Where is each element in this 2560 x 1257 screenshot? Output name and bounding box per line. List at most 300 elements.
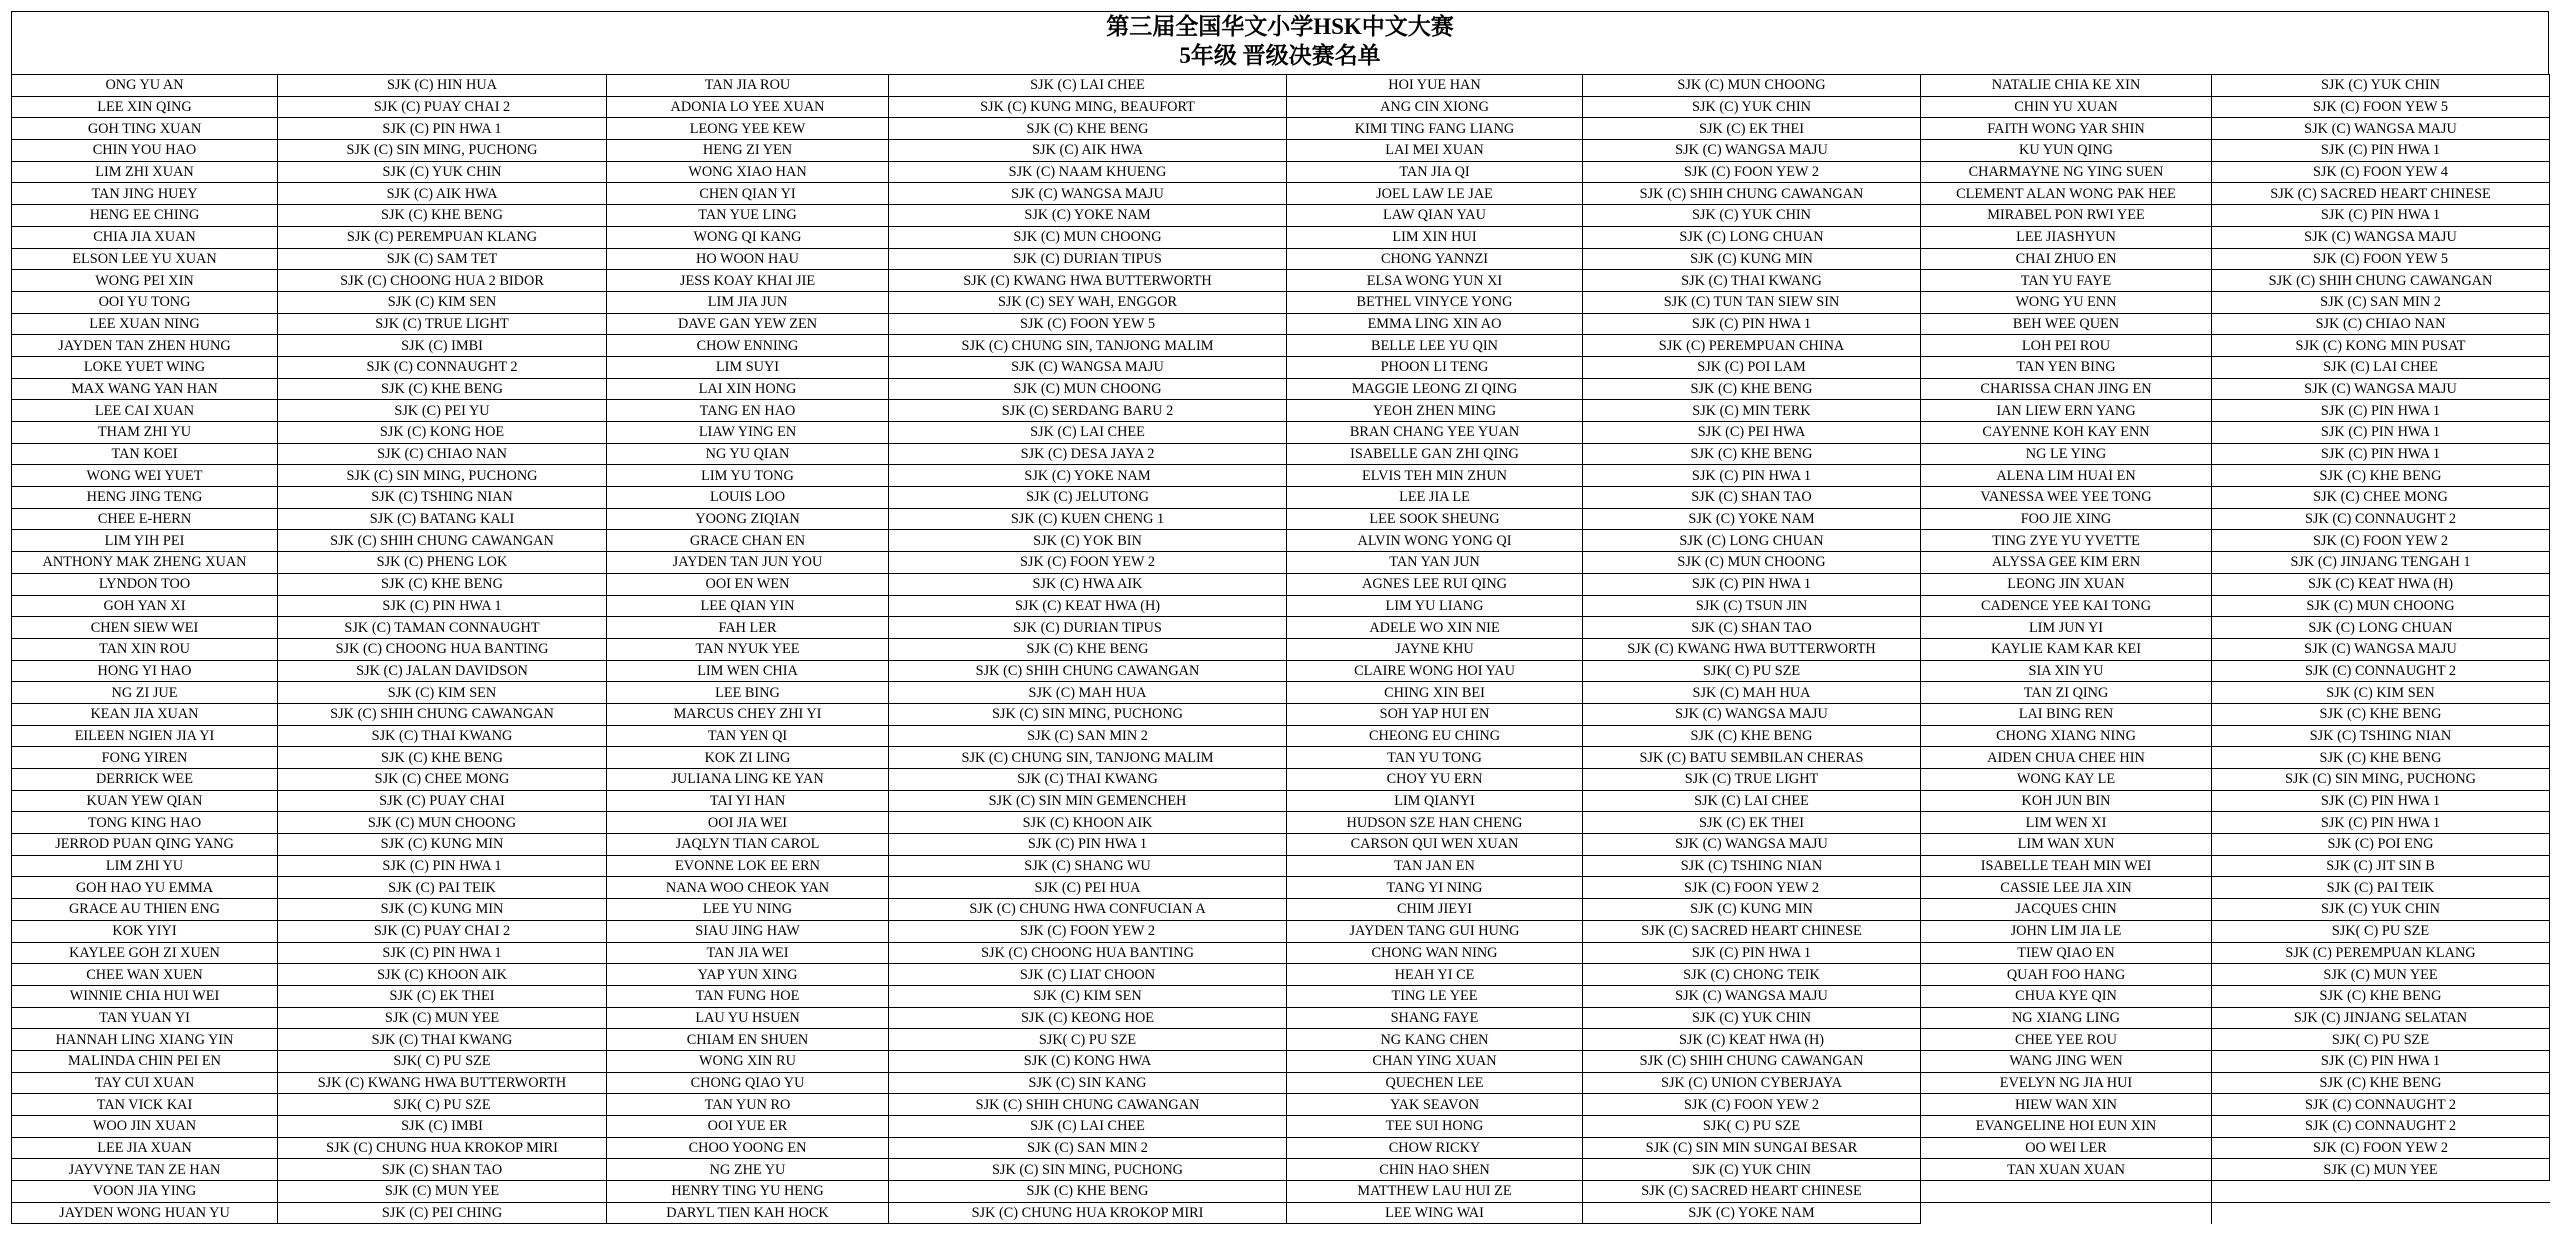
- student-name-cell: JAYVYNE TAN ZE HAN: [12, 1159, 278, 1181]
- school-name-cell: SJK (C) YUK CHIN: [278, 161, 607, 183]
- student-name-cell: HO WOON HAU: [607, 248, 889, 270]
- school-name-cell: SJK (C) CHUNG HUA KROKOP MIRI: [889, 1202, 1287, 1224]
- student-name-cell: JACQUES CHIN: [1921, 899, 2212, 921]
- student-name-cell: LIM ZHI YU: [12, 855, 278, 877]
- student-name-cell: MALINDA CHIN PEI EN: [12, 1050, 278, 1072]
- student-name-cell: KAYLIE KAM KAR KEI: [1921, 638, 2212, 660]
- student-name-cell: TAN JIA QI: [1287, 161, 1583, 183]
- student-name-cell: LYNDON TOO: [12, 573, 278, 595]
- student-name-cell: EILEEN NGIEN JIA YI: [12, 725, 278, 747]
- table-row: [12, 248, 2550, 270]
- student-name-cell: QUECHEN LEE: [1287, 1072, 1583, 1094]
- student-name-cell: KIMI TING FANG LIANG: [1287, 118, 1583, 140]
- student-name-cell: ANTHONY MAK ZHENG XUAN: [12, 552, 278, 574]
- table-row: [12, 443, 2550, 465]
- table-row: [12, 270, 2550, 292]
- student-name-cell: TEE SUI HONG: [1287, 1116, 1583, 1138]
- student-name-cell: WONG XIAO HAN: [607, 161, 889, 183]
- school-name-cell: SJK (C) PIN HWA 1: [2212, 1050, 2550, 1072]
- student-name-cell: DERRICK WEE: [12, 769, 278, 791]
- student-name-cell: CHEN SIEW WEI: [12, 617, 278, 639]
- school-name-cell: SJK (C) JELUTONG: [889, 487, 1287, 509]
- student-name-cell: CHIA JIA XUAN: [12, 226, 278, 248]
- school-name-cell: SJK (C) KEAT HWA (H): [2212, 573, 2550, 595]
- school-name-cell: SJK (C) DESA JAYA 2: [889, 443, 1287, 465]
- student-name-cell: CLEMENT ALAN WONG PAK HEE: [1921, 183, 2212, 205]
- student-name-cell: CHAI ZHUO EN: [1921, 248, 2212, 270]
- school-name-cell: SJK (C) CHONG TEIK: [1583, 964, 1921, 986]
- school-name-cell: SJK (C) SIN MING, PUCHONG: [278, 465, 607, 487]
- table-row: [12, 118, 2550, 140]
- school-name-cell: SJK (C) MUN CHOONG: [1583, 552, 1921, 574]
- school-name-cell: SJK (C) FOON YEW 5: [889, 313, 1287, 335]
- student-name-cell: CHEN QIAN YI: [607, 183, 889, 205]
- school-name-cell: SJK (C) KIM SEN: [2212, 682, 2550, 704]
- school-name-cell: SJK (C) TSHING NIAN: [2212, 725, 2550, 747]
- student-name-cell: WONG XIN RU: [607, 1050, 889, 1072]
- school-name-cell: SJK (C) KHE BENG: [278, 573, 607, 595]
- school-name-cell: SJK (C) WANGSA MAJU: [2212, 638, 2550, 660]
- student-name-cell: LIM YU TONG: [607, 465, 889, 487]
- student-name-cell: CHOO YOONG EN: [607, 1137, 889, 1159]
- table-row: [12, 1116, 2550, 1138]
- school-name-cell: SJK (C) PIN HWA 1: [2212, 140, 2550, 162]
- student-name-cell: TANG EN HAO: [607, 400, 889, 422]
- student-name-cell: TAN JING HUEY: [12, 183, 278, 205]
- student-name-cell: HENRY TING YU HENG: [607, 1181, 889, 1203]
- school-name-cell: SJK (C) SHAN TAO: [1583, 617, 1921, 639]
- school-name-cell: SJK (C) SHAN TAO: [1583, 487, 1921, 509]
- school-name-cell: SJK (C) KEONG HOE: [889, 1007, 1287, 1029]
- student-name-cell: TAN JIA ROU: [607, 75, 889, 97]
- school-name-cell: SJK (C) KHE BENG: [2212, 1072, 2550, 1094]
- school-name-cell: SJK (C) KWANG HWA BUTTERWORTH: [278, 1072, 607, 1094]
- student-name-cell: CARSON QUI WEN XUAN: [1287, 834, 1583, 856]
- school-name-cell: SJK (C) PEI YU: [278, 400, 607, 422]
- student-name-cell: ANG CIN XIONG: [1287, 96, 1583, 118]
- school-name-cell: SJK (C) FOON YEW 4: [2212, 161, 2550, 183]
- student-name-cell: TAN VICK KAI: [12, 1094, 278, 1116]
- school-name-cell: SJK (C) CHOONG HUA BANTING: [278, 638, 607, 660]
- school-name-cell: SJK (C) KUNG MIN: [278, 899, 607, 921]
- student-name-cell: GOH HAO YU EMMA: [12, 877, 278, 899]
- school-name-cell: SJK (C) CONNAUGHT 2: [2212, 660, 2550, 682]
- student-name-cell: NANA WOO CHEOK YAN: [607, 877, 889, 899]
- school-name-cell: SJK (C) KHOON AIK: [278, 964, 607, 986]
- school-name-cell: SJK (C) WANGSA MAJU: [2212, 226, 2550, 248]
- school-name-cell: SJK (C) KHE BENG: [278, 378, 607, 400]
- student-name-cell: HENG JING TENG: [12, 487, 278, 509]
- student-name-cell: NG KANG CHEN: [1287, 1029, 1583, 1051]
- school-name-cell: SJK (C) CHUNG HWA CONFUCIAN A: [889, 899, 1287, 921]
- student-name-cell: CHEONG EU CHING: [1287, 725, 1583, 747]
- student-name-cell: LEE XIN QING: [12, 96, 278, 118]
- student-name-cell: TING ZYE YU YVETTE: [1921, 530, 2212, 552]
- school-name-cell: SJK (C) CHUNG SIN, TANJONG MALIM: [889, 335, 1287, 357]
- student-name-cell: LAI MEI XUAN: [1287, 140, 1583, 162]
- school-name-cell: SJK (C) YUK CHIN: [1583, 1159, 1921, 1181]
- school-name-cell: SJK (C) EK THEI: [278, 985, 607, 1007]
- school-name-cell: SJK (C) POI LAM: [1583, 356, 1921, 378]
- school-name-cell: SJK (C) SIN MIN SUNGAI BESAR: [1583, 1137, 1921, 1159]
- table-row: [12, 291, 2550, 313]
- student-name-cell: KEAN JIA XUAN: [12, 703, 278, 725]
- table-row: [12, 617, 2550, 639]
- student-name-cell: LIM XIN HUI: [1287, 226, 1583, 248]
- student-name-cell: NG YU QIAN: [607, 443, 889, 465]
- school-name-cell: SJK (C) CHIAO NAN: [278, 443, 607, 465]
- school-name-cell: SJK (C) YOKE NAM: [889, 205, 1287, 227]
- school-name-cell: SJK (C) KHE BENG: [1583, 378, 1921, 400]
- student-name-cell: CHIN YOU HAO: [12, 140, 278, 162]
- table-row: [12, 942, 2550, 964]
- student-name-cell: TAN FUNG HOE: [607, 985, 889, 1007]
- table-row: [12, 595, 2550, 617]
- school-name-cell: SJK (C) MUN CHOONG: [889, 226, 1287, 248]
- school-name-cell: SJK (C) KHE BENG: [2212, 747, 2550, 769]
- student-name-cell: LIM JIA JUN: [607, 291, 889, 313]
- school-name-cell: SJK (C) PIN HWA 1: [889, 834, 1287, 856]
- school-name-cell: SJK (C) CHEE MONG: [278, 769, 607, 791]
- school-name-cell: SJK (C) MUN CHOONG: [889, 378, 1287, 400]
- student-name-cell: CHONG YANNZI: [1287, 248, 1583, 270]
- school-name-cell: SJK (C) THAI KWANG: [278, 725, 607, 747]
- student-name-cell: LIM WEN XI: [1921, 812, 2212, 834]
- student-name-cell: WONG KAY LE: [1921, 769, 2212, 791]
- school-name-cell: SJK (C) KHE BENG: [889, 118, 1287, 140]
- school-name-cell: SJK (C) NAAM KHUENG: [889, 161, 1287, 183]
- school-name-cell: SJK (C) AIK HWA: [278, 183, 607, 205]
- student-name-cell: TAN YEN QI: [607, 725, 889, 747]
- school-name-cell: SJK (C) KUNG MIN: [1583, 248, 1921, 270]
- school-name-cell: SJK (C) SIN MING, PUCHONG: [278, 140, 607, 162]
- student-name-cell: SHANG FAYE: [1287, 1007, 1583, 1029]
- student-name-cell: CHUA KYE QIN: [1921, 985, 2212, 1007]
- school-name-cell: SJK (C) KWANG HWA BUTTERWORTH: [889, 270, 1287, 292]
- school-name-cell: SJK (C) MUN YEE: [278, 1007, 607, 1029]
- student-name-cell: HIEW WAN XIN: [1921, 1094, 2212, 1116]
- table-row: [12, 96, 2550, 118]
- student-name-cell: MATTHEW LAU HUI ZE: [1287, 1181, 1583, 1203]
- student-name-cell: GRACE AU THIEN ENG: [12, 899, 278, 921]
- student-name-cell: JESS KOAY KHAI JIE: [607, 270, 889, 292]
- school-name-cell: SJK (C) PIN HWA 1: [278, 855, 607, 877]
- student-name-cell: HEAH YI CE: [1287, 964, 1583, 986]
- school-name-cell: SJK (C) MUN CHOONG: [1583, 75, 1921, 97]
- student-name-cell: CHEE YEE ROU: [1921, 1029, 2212, 1051]
- school-name-cell: SJK (C) CONNAUGHT 2: [2212, 1094, 2550, 1116]
- table-row: [12, 964, 2550, 986]
- student-name-cell: PHOON LI TENG: [1287, 356, 1583, 378]
- school-name-cell: SJK (C) LAI CHEE: [889, 422, 1287, 444]
- school-name-cell: SJK (C) JINJANG SELATAN: [2212, 1007, 2550, 1029]
- school-name-cell: SJK (C) SHIH CHUNG CAWANGAN: [889, 1094, 1287, 1116]
- school-name-cell: SJK (C) WANGSA MAJU: [1583, 834, 1921, 856]
- school-name-cell: SJK (C) PEI CHING: [278, 1202, 607, 1224]
- finalist-table: [11, 74, 2550, 1224]
- school-name-cell: SJK (C) EK THEI: [1583, 118, 1921, 140]
- school-name-cell: SJK (C) TSUN JIN: [1583, 595, 1921, 617]
- table-row: [12, 552, 2550, 574]
- student-name-cell: [1921, 1181, 2212, 1203]
- student-name-cell: LOH PEI ROU: [1921, 335, 2212, 357]
- table-row: [12, 769, 2550, 791]
- table-row: [12, 356, 2550, 378]
- student-name-cell: CHIAM EN SHUEN: [607, 1029, 889, 1051]
- table-row: [12, 1094, 2550, 1116]
- school-name-cell: SJK (C) CHOONG HUA BANTING: [889, 942, 1287, 964]
- student-name-cell: LIM YU LIANG: [1287, 595, 1583, 617]
- school-name-cell: SJK (C) UNION CYBERJAYA: [1583, 1072, 1921, 1094]
- school-name-cell: SJK (C) LIAT CHOON: [889, 964, 1287, 986]
- table-row: [12, 1159, 2550, 1181]
- student-name-cell: CHONG QIAO YU: [607, 1072, 889, 1094]
- student-name-cell: EVONNE LOK EE ERN: [607, 855, 889, 877]
- school-name-cell: SJK (C) PEREMPUAN KLANG: [278, 226, 607, 248]
- school-name-cell: SJK (C) IMBI: [278, 1116, 607, 1138]
- table-row: [12, 877, 2550, 899]
- student-name-cell: LOKE YUET WING: [12, 356, 278, 378]
- student-name-cell: WONG WEI YUET: [12, 465, 278, 487]
- school-name-cell: SJK (C) TRUE LIGHT: [278, 313, 607, 335]
- student-name-cell: KU YUN QING: [1921, 140, 2212, 162]
- school-name-cell: SJK (C) MUN YEE: [2212, 964, 2550, 986]
- student-name-cell: WONG QI KANG: [607, 226, 889, 248]
- student-name-cell: CHAN YING XUAN: [1287, 1050, 1583, 1072]
- school-name-cell: SJK (C) JIT SIN B: [2212, 855, 2550, 877]
- school-name-cell: SJK (C) PEI HUA: [889, 877, 1287, 899]
- school-name-cell: SJK (C) TUN TAN SIEW SIN: [1583, 291, 1921, 313]
- school-name-cell: SJK (C) TSHING NIAN: [278, 487, 607, 509]
- student-name-cell: TAY CUI XUAN: [12, 1072, 278, 1094]
- student-name-cell: HUDSON SZE HAN CHENG: [1287, 812, 1583, 834]
- school-name-cell: SJK (C) MUN YEE: [2212, 1159, 2550, 1181]
- school-name-cell: SJK (C) SHIH CHUNG CAWANGAN: [278, 530, 607, 552]
- school-name-cell: SJK (C) SAN MIN 2: [889, 1137, 1287, 1159]
- school-name-cell: SJK (C) PIN HWA 1: [1583, 465, 1921, 487]
- school-name-cell: SJK (C) PIN HWA 1: [2212, 443, 2550, 465]
- school-name-cell: SJK (C) PIN HWA 1: [2212, 422, 2550, 444]
- student-name-cell: GOH YAN XI: [12, 595, 278, 617]
- school-name-cell: SJK (C) SIN MING, PUCHONG: [889, 1159, 1287, 1181]
- student-name-cell: FONG YIREN: [12, 747, 278, 769]
- school-name-cell: SJK (C) FOON YEW 2: [889, 552, 1287, 574]
- student-name-cell: MAX WANG YAN HAN: [12, 378, 278, 400]
- student-name-cell: THAM ZHI YU: [12, 422, 278, 444]
- school-name-cell: SJK (C) SIN MIN GEMENCHEH: [889, 790, 1287, 812]
- school-name-cell: SJK (C) LAI CHEE: [1583, 790, 1921, 812]
- table-row: [12, 508, 2550, 530]
- student-name-cell: YAK SEAVON: [1287, 1094, 1583, 1116]
- school-name-cell: SJK (C) SERDANG BARU 2: [889, 400, 1287, 422]
- school-name-cell: SJK (C) KHE BENG: [2212, 465, 2550, 487]
- table-row: [12, 530, 2550, 552]
- school-name-cell: SJK (C) YUK CHIN: [1583, 1007, 1921, 1029]
- student-name-cell: YAP YUN XING: [607, 964, 889, 986]
- student-name-cell: TAN ZI QING: [1921, 682, 2212, 704]
- student-name-cell: KOK ZI LING: [607, 747, 889, 769]
- school-name-cell: SJK (C) FOON YEW 5: [2212, 96, 2550, 118]
- table-row: [12, 1029, 2550, 1051]
- school-name-cell: SJK (C) PUAY CHAI 2: [278, 920, 607, 942]
- school-name-cell: [2212, 1202, 2550, 1224]
- school-name-cell: SJK (C) BATANG KALI: [278, 508, 607, 530]
- student-name-cell: TANG YI NING: [1287, 877, 1583, 899]
- school-name-cell: SJK (C) KHE BENG: [1583, 443, 1921, 465]
- school-name-cell: SJK (C) KIM SEN: [278, 682, 607, 704]
- student-name-cell: TAN XIN ROU: [12, 638, 278, 660]
- school-name-cell: SJK (C) YOKE NAM: [1583, 1202, 1921, 1224]
- student-name-cell: ELSA WONG YUN XI: [1287, 270, 1583, 292]
- student-name-cell: ALVIN WONG YONG QI: [1287, 530, 1583, 552]
- student-name-cell: EMMA LING XIN AO: [1287, 313, 1583, 335]
- student-name-cell: FAITH WONG YAR SHIN: [1921, 118, 2212, 140]
- school-name-cell: SJK (C) DURIAN TIPUS: [889, 617, 1287, 639]
- school-name-cell: SJK (C) FOON YEW 2: [1583, 877, 1921, 899]
- student-name-cell: NG LE YING: [1921, 443, 2212, 465]
- school-name-cell: SJK (C) WANGSA MAJU: [2212, 118, 2550, 140]
- student-name-cell: LAI XIN HONG: [607, 378, 889, 400]
- student-name-cell: AIDEN CHUA CHEE HIN: [1921, 747, 2212, 769]
- student-name-cell: LEONG YEE KEW: [607, 118, 889, 140]
- school-name-cell: SJK (C) PIN HWA 1: [278, 942, 607, 964]
- school-name-cell: SJK (C) MUN YEE: [278, 1181, 607, 1203]
- student-name-cell: KUAN YEW QIAN: [12, 790, 278, 812]
- competition-title: 第三届全国华文小学HSK中文大赛: [1106, 14, 1454, 39]
- student-name-cell: CHOW ENNING: [607, 335, 889, 357]
- student-name-cell: TAN YAN JUN: [1287, 552, 1583, 574]
- school-name-cell: SJK (C) SAM TET: [278, 248, 607, 270]
- school-name-cell: SJK (C) PEI HWA: [1583, 422, 1921, 444]
- student-name-cell: MARCUS CHEY ZHI YI: [607, 703, 889, 725]
- title-block: [11, 11, 2549, 74]
- student-name-cell: [1921, 1202, 2212, 1224]
- table-row: [12, 1072, 2550, 1094]
- student-name-cell: TAN YUAN YI: [12, 1007, 278, 1029]
- table-row: [12, 573, 2550, 595]
- student-name-cell: JAYDEN TANG GUI HUNG: [1287, 920, 1583, 942]
- student-name-cell: CHEE E-HERN: [12, 508, 278, 530]
- table-row: [12, 660, 2550, 682]
- table-row: [12, 725, 2550, 747]
- school-name-cell: SJK (C) LAI CHEE: [889, 1116, 1287, 1138]
- student-name-cell: ISABELLE TEAH MIN WEI: [1921, 855, 2212, 877]
- table-row: [12, 1181, 2550, 1203]
- student-name-cell: WONG PEI XIN: [12, 270, 278, 292]
- school-name-cell: SJK (C) THAI KWANG: [1583, 270, 1921, 292]
- student-name-cell: TAN NYUK YEE: [607, 638, 889, 660]
- student-name-cell: JERROD PUAN QING YANG: [12, 834, 278, 856]
- student-name-cell: LIM SUYI: [607, 356, 889, 378]
- student-name-cell: DARYL TIEN KAH HOCK: [607, 1202, 889, 1224]
- school-name-cell: SJK (C) SIN KANG: [889, 1072, 1287, 1094]
- school-name-cell: SJK (C) KHE BENG: [2212, 985, 2550, 1007]
- school-name-cell: SJK (C) PAI TEIK: [2212, 877, 2550, 899]
- student-name-cell: FOO JIE XING: [1921, 508, 2212, 530]
- school-name-cell: SJK (C) PIN HWA 1: [1583, 313, 1921, 335]
- student-name-cell: TAN YUN RO: [607, 1094, 889, 1116]
- school-name-cell: SJK (C) DURIAN TIPUS: [889, 248, 1287, 270]
- student-name-cell: CHOY YU ERN: [1287, 769, 1583, 791]
- student-name-cell: OOI JIA WEI: [607, 812, 889, 834]
- student-name-cell: TAI YI HAN: [607, 790, 889, 812]
- school-name-cell: SJK (C) KEAT HWA (H): [889, 595, 1287, 617]
- student-name-cell: SOH YAP HUI EN: [1287, 703, 1583, 725]
- school-name-cell: SJK( C) PU SZE: [278, 1050, 607, 1072]
- school-name-cell: SJK (C) MIN TERK: [1583, 400, 1921, 422]
- student-name-cell: ELVIS TEH MIN ZHUN: [1287, 465, 1583, 487]
- school-name-cell: SJK (C) CONNAUGHT 2: [2212, 1116, 2550, 1138]
- school-name-cell: SJK (C) SHIH CHUNG CAWANGAN: [278, 703, 607, 725]
- table-row: [12, 703, 2550, 725]
- school-name-cell: SJK (C) FOON YEW 2: [889, 920, 1287, 942]
- student-name-cell: ALENA LIM HUAI EN: [1921, 465, 2212, 487]
- student-name-cell: LAU YU HSUEN: [607, 1007, 889, 1029]
- school-name-cell: SJK (C) KHE BENG: [889, 1181, 1287, 1203]
- school-name-cell: SJK (C) SIN MING, PUCHONG: [889, 703, 1287, 725]
- school-name-cell: SJK (C) PHENG LOK: [278, 552, 607, 574]
- school-name-cell: SJK( C) PU SZE: [278, 1094, 607, 1116]
- student-name-cell: NG XIANG LING: [1921, 1007, 2212, 1029]
- school-name-cell: SJK (C) TSHING NIAN: [1583, 855, 1921, 877]
- student-name-cell: GRACE CHAN EN: [607, 530, 889, 552]
- student-name-cell: TAN YUE LING: [607, 205, 889, 227]
- student-name-cell: OOI EN WEN: [607, 573, 889, 595]
- student-name-cell: SIAU JING HAW: [607, 920, 889, 942]
- school-name-cell: SJK (C) YUK CHIN: [2212, 899, 2550, 921]
- school-name-cell: SJK (C) PEREMPUAN KLANG: [2212, 942, 2550, 964]
- student-name-cell: CHOW RICKY: [1287, 1137, 1583, 1159]
- student-name-cell: TAN YU TONG: [1287, 747, 1583, 769]
- student-name-cell: NG ZI JUE: [12, 682, 278, 704]
- student-name-cell: LEE JIA LE: [1287, 487, 1583, 509]
- school-name-cell: SJK (C) SHIH CHUNG CAWANGAN: [1583, 183, 1921, 205]
- student-name-cell: CHARMAYNE NG YING SUEN: [1921, 161, 2212, 183]
- school-name-cell: SJK (C) PUAY CHAI: [278, 790, 607, 812]
- school-name-cell: SJK (C) SACRED HEART CHINESE: [1583, 920, 1921, 942]
- school-name-cell: SJK (C) YOKE NAM: [1583, 508, 1921, 530]
- school-name-cell: SJK (C) FOON YEW 2: [1583, 1094, 1921, 1116]
- school-name-cell: SJK (C) CONNAUGHT 2: [278, 356, 607, 378]
- student-name-cell: TAN YEN BING: [1921, 356, 2212, 378]
- student-name-cell: LIM YIH PEI: [12, 530, 278, 552]
- school-name-cell: SJK (C) WANGSA MAJU: [1583, 985, 1921, 1007]
- student-name-cell: CHEE WAN XUEN: [12, 964, 278, 986]
- student-name-cell: CADENCE YEE KAI TONG: [1921, 595, 2212, 617]
- school-name-cell: SJK (C) SHANG WU: [889, 855, 1287, 877]
- school-name-cell: SJK (C) SHIH CHUNG CAWANGAN: [1583, 1050, 1921, 1072]
- school-name-cell: SJK (C) FOON YEW 2: [2212, 530, 2550, 552]
- finalist-sheet: [11, 11, 2549, 1246]
- student-name-cell: LEE JIA XUAN: [12, 1137, 278, 1159]
- school-name-cell: SJK( C) PU SZE: [2212, 920, 2550, 942]
- school-name-cell: SJK (C) KIM SEN: [278, 291, 607, 313]
- student-name-cell: TAN XUAN XUAN: [1921, 1159, 2212, 1181]
- student-name-cell: LIM JUN YI: [1921, 617, 2212, 639]
- table-row: [12, 161, 2550, 183]
- student-name-cell: LIM WAN XUN: [1921, 834, 2212, 856]
- student-name-cell: CAYENNE KOH KAY ENN: [1921, 422, 2212, 444]
- school-name-cell: [2212, 1181, 2550, 1203]
- student-name-cell: LEE JIASHYUN: [1921, 226, 2212, 248]
- table-row: [12, 313, 2550, 335]
- school-name-cell: SJK (C) YUK CHIN: [1583, 205, 1921, 227]
- school-name-cell: SJK (C) SEY WAH, ENGGOR: [889, 291, 1287, 313]
- table-row: [12, 140, 2550, 162]
- school-name-cell: SJK (C) PEREMPUAN CHINA: [1583, 335, 1921, 357]
- school-name-cell: SJK( C) PU SZE: [889, 1029, 1287, 1051]
- school-name-cell: SJK (C) WANGSA MAJU: [889, 356, 1287, 378]
